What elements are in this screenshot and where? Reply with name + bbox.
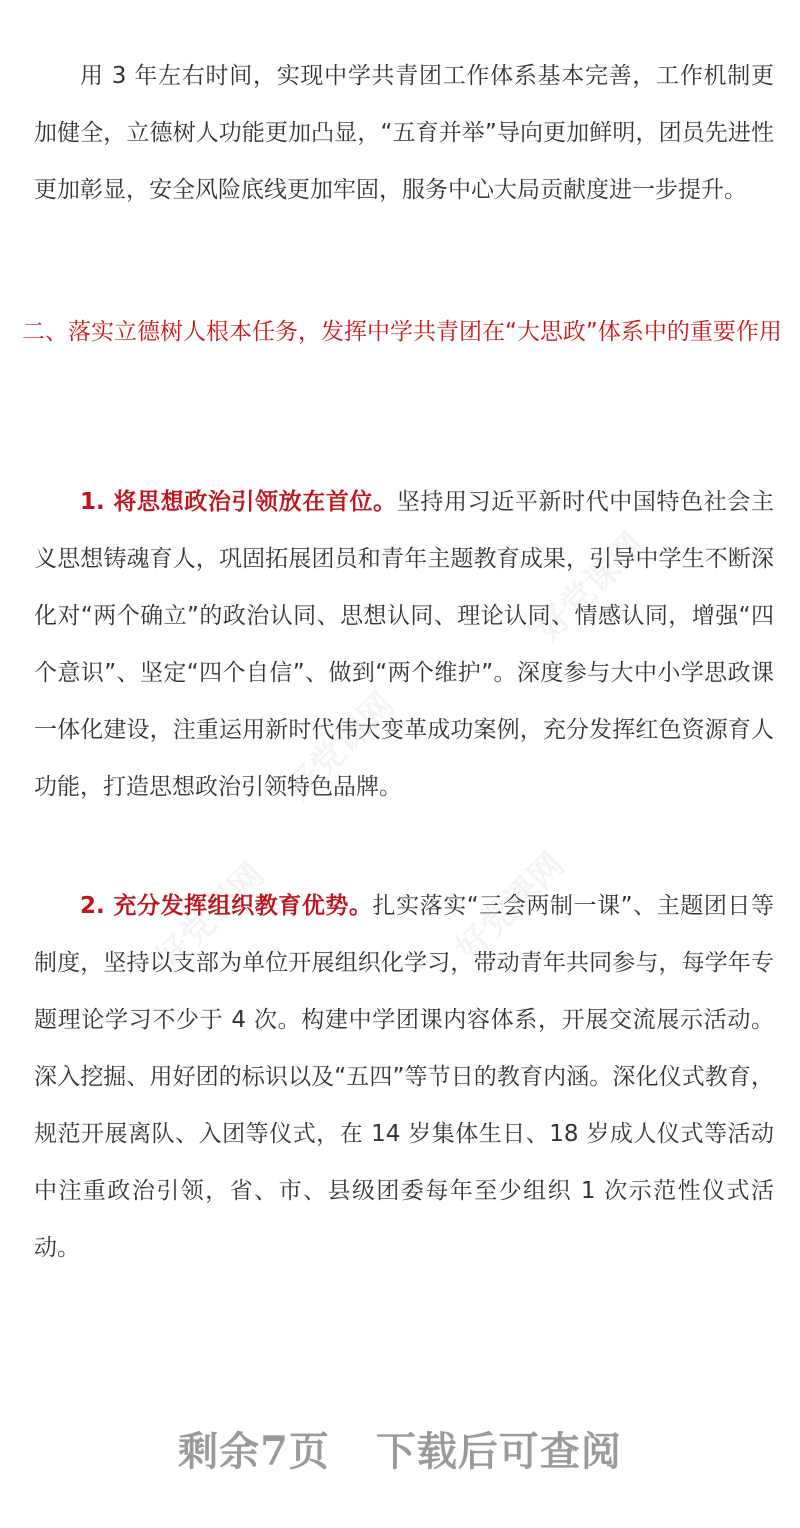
intro-paragraph: 用 3 年左右时间，实现中学共青团工作体系基本完善，工作机制更加健全，立德树人功能更加凸显，“五育并举”导向更加鲜明，团员先进性更加彰显，安全风险底线更加牢固，服务中心大局贡献度进一步提升。 (34, 63, 774, 203)
section-heading: 二、落实立德树人根本任务，发挥中学共青团在“大思政”体系中的重要作用 (22, 319, 782, 345)
download-hint-label: 下载后可查阅 (375, 1428, 622, 1475)
remaining-pages-label: 剩余7页 (178, 1428, 330, 1475)
item-2-body: 扎实落实“三会两制一课”、主题团日等制度，坚持以支部为单位开展组织化学习，带动青年共同参与，每学年专题理论学习不少于 4 次。构建中学团课内容体系，开展交流展示活动。深入挖掘、用好团的标识以及“五四”等节日的教育内涵。深化仪式教育，规范开展离队、入团等仪式，在 14 岁集体生日、18 岁成人仪式等活动中注重政治引领，省、市、县级团委每年至少组织 1 次示范性仪式活动。 (34, 893, 774, 1261)
download-footer[interactable] (0, 1420, 800, 1477)
item-1-paragraph (34, 474, 774, 816)
item-1-title: 1. 将思想政治引领放在首位。 (80, 489, 397, 515)
item-2-paragraph (34, 878, 774, 1277)
item-2-title: 2. 充分发挥组织教育优势。 (80, 893, 373, 919)
item-1-body: 坚持用习近平新时代中国特色社会主义思想铸魂育人，巩固拓展团员和青年主题教育成果，引导中学生不断深化对“两个确立”的政治认同、思想认同、理论认同、情感认同，增强“四个意识”、坚定“四个自信”、做到“两个维护”。深度参与大中小学思政课一体化建设，注重运用新时代伟大变革成功案例，充分发挥红色资源育人功能，打造思想政治引领特色品牌。 (34, 489, 775, 800)
